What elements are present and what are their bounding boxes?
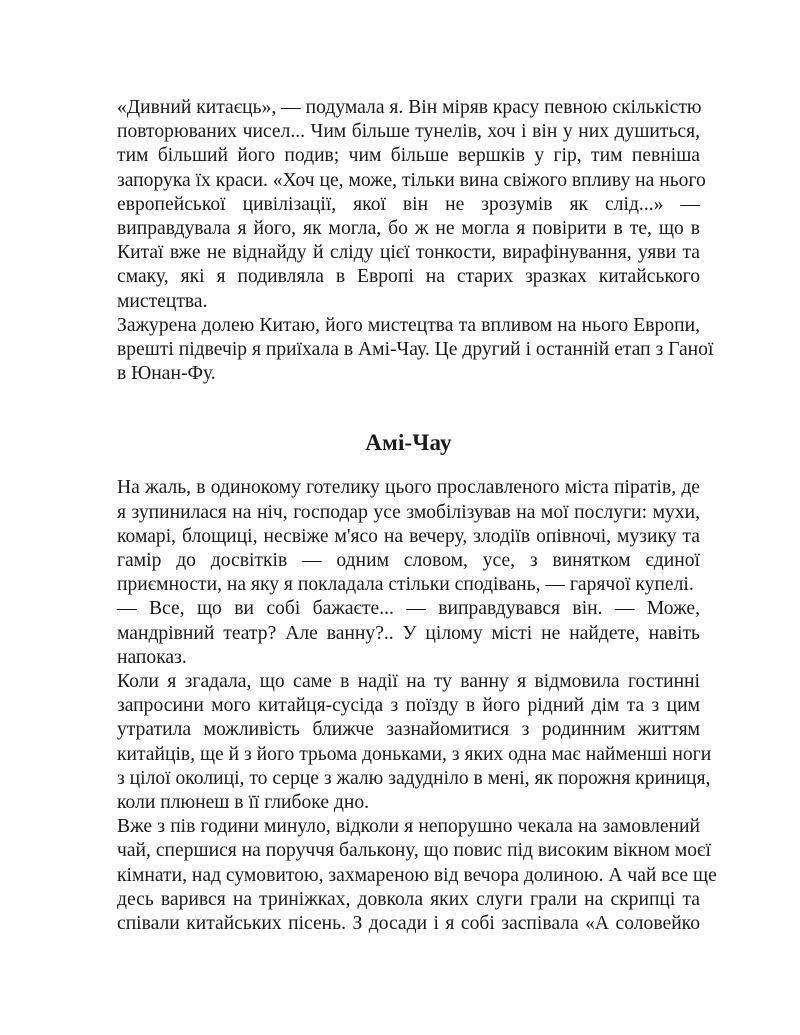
text-line: Коли я згадала, що саме в надії на ту ванну я відмовила гостинні [117, 671, 700, 693]
text-line: комарі, блощиці, несвіже м'ясо на вечеру, злодіїв опівночі, музику та [117, 525, 700, 547]
text-line: утратила можливість ближче зазнайомитися з родинним життям [117, 719, 700, 741]
text-block-bottom [117, 476, 717, 936]
paragraph [117, 670, 712, 815]
text-line: гамір до досвітків — одним словом, усе, з винятком єдиної [117, 550, 700, 572]
text-line: мистецтва. [117, 290, 208, 312]
paragraph [117, 314, 714, 387]
text-line: напоказ. [117, 646, 187, 668]
text-line: — Все, що ви собі бажаєте... — виправдувався він. — Може, [117, 598, 700, 620]
text-line: китайців, ще й з його трьома доньками, з яких одна має найменші ноги [117, 743, 712, 765]
text-line: На жаль, в одинокому готелику цього прославленого міста піратів, де [117, 477, 700, 499]
text-line: запросини мого китайця-сусіда з поїзду в його рідний дім та з цим [117, 695, 700, 717]
text-line: кімнати, над сумовитою, захмареною від вечора долиною. А чай все ще [117, 864, 717, 886]
text-line: чай, спершися на поруччя бальконy, що повис під високим вікном моєї [117, 840, 711, 862]
text-line: я зупинилася на ніч, господар усе змобілізував на мої послуги: мухи, [117, 501, 700, 523]
text-line: співали китайських пісень. З досади і я собі заспівала «А соловейко [117, 913, 700, 935]
text-line: Вже з пів години минуло, відколи я непорушно чекала на замовлений [117, 816, 700, 838]
text-line: запорука їх краси. «Хоч це, може, тільки вина свіжого впливу на нього [117, 169, 706, 191]
paragraph [117, 476, 700, 597]
text-block-top [117, 96, 714, 386]
text-line: приємности, на яку я покладала стільки сподівань, — гарячої купелі. [117, 574, 694, 596]
text-line: виправдувала я його, як могла, бо ж не могла я повірити в те, що в [117, 218, 700, 240]
page-body [117, 96, 717, 936]
text-line: в Юнан-Фу. [117, 363, 216, 385]
text-line: повторюваних чисел... Чим більше тунелів, хоч і він у них душиться, [117, 121, 700, 143]
paragraph [117, 597, 700, 670]
text-line: тим більший його подив; чим більше вершків у гір, тим певніша [117, 145, 700, 167]
text-line: Китаї вже не віднайду й сліду цієї тонкости, вирафінування, уяви та [117, 242, 700, 264]
paragraph [117, 96, 706, 314]
paragraph [117, 815, 717, 936]
text-line: Зажурена долею Китаю, його мистецтва та впливом на нього Европи, [117, 314, 700, 336]
text-line: европейської цивілізації, якої він не зрозумів як слід...» — [117, 193, 700, 215]
text-line: «Дивний китаєць», — подумала я. Він міряв красу певною скількістю [117, 97, 702, 118]
section-heading: Амі-Чау [365, 430, 452, 456]
text-line: коли плюнеш в її глибоке дно. [117, 792, 370, 814]
text-line: смаку, які я подивляла в Европі на старих зразках китайського [117, 266, 700, 288]
text-line: врешті підвечір я приїхала в Амі-Чау. Це другий і останній етап з Ганої [117, 339, 714, 361]
text-line: з цілої околиці, то серце з жалю задудніло в мені, як порожня криниця, [117, 767, 711, 789]
text-line: мандрівний театр? Але ванну?.. У цілому місті не найдете, навіть [117, 622, 700, 644]
text-line: десь варився на триніжках, довкола яких слуги грали на скрипці та [117, 888, 700, 910]
